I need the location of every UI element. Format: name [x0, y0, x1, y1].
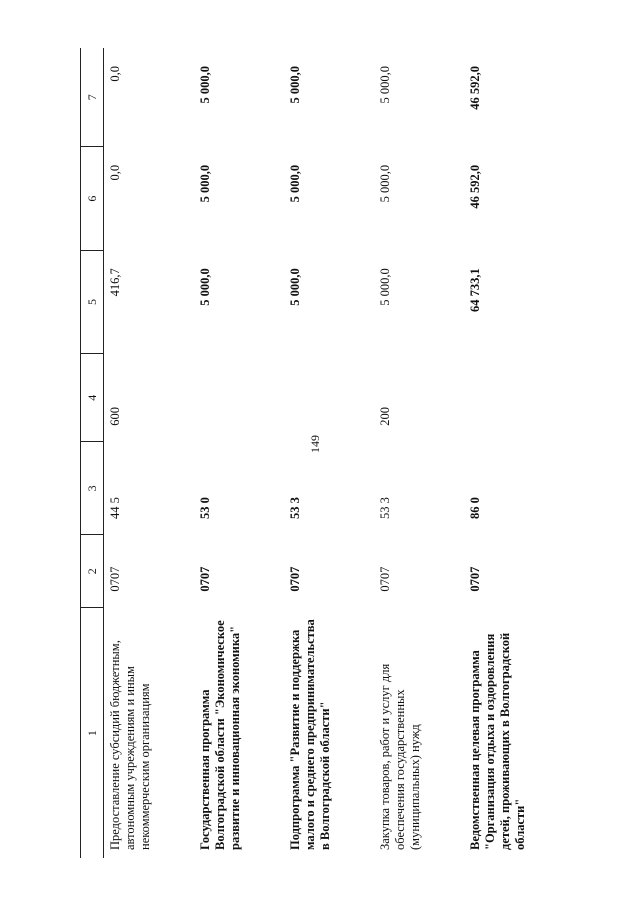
row-amount-col5: 5 000,0: [197, 268, 212, 306]
row-amount-col6: 5 000,0: [377, 164, 392, 203]
header-col-1: 1: [81, 608, 104, 858]
row-expense-type: [284, 354, 374, 442]
row-name: Предоставление субсидий бюджетным, автономным учреждениям и иным некоммерческим организациям: [108, 640, 152, 850]
row-target-code: 86 0: [467, 497, 482, 519]
row-amount-col5: 5 000,0: [287, 268, 302, 306]
row-section-code: 0707: [108, 566, 122, 592]
table-row: [284, 48, 374, 858]
row-target-code: 53 3: [287, 497, 302, 519]
row-section-code: 0707: [467, 566, 482, 592]
row-expense-type: [194, 354, 284, 442]
row-name: Ведомственная целевая программа "Организация отдыха и оздоровления детей, проживающих в Волгоградской области": [467, 632, 527, 850]
row-amount-col6: 5 000,0: [287, 164, 302, 203]
table-row: [194, 48, 284, 858]
header-col-6: 6: [81, 147, 104, 250]
row-amount-col7: 5 000,0: [197, 66, 212, 104]
row-amount-col7: 5 000,0: [377, 66, 392, 104]
row-expense-type: [464, 354, 554, 442]
row-amount-col7: 0,0: [108, 66, 122, 82]
row-amount-col5: 416,7: [108, 268, 122, 297]
rotated-table-container: [80, 48, 530, 858]
row-target-code: 44 5: [108, 497, 122, 519]
table-row: [464, 48, 554, 858]
row-section-code: 0707: [287, 566, 302, 592]
row-amount-col6: 46 592,0: [467, 164, 482, 209]
row-section-code: 0707: [377, 566, 392, 592]
table-row: [104, 48, 194, 858]
row-name: Закупка товаров, работ и услуг для обеспечения государственных (муниципальных) нужд: [377, 663, 422, 850]
row-amount-col5: 64 733,1: [467, 268, 482, 313]
row-name: Государственная программа Волгоградской области "Экономическое развитие и инновационная экономика": [197, 620, 242, 850]
row-amount-col6: 0,0: [108, 164, 122, 181]
row-section-code: 0707: [197, 566, 212, 592]
header-col-2: 2: [81, 535, 104, 608]
row-target-code: 53 0: [197, 497, 212, 519]
row-target-code: 53 3: [377, 497, 392, 519]
row-amount-col6: 5 000,0: [197, 164, 212, 203]
row-expense-type: 200: [377, 407, 392, 426]
table-row: [374, 48, 464, 858]
row-amount-col7: 46 592,0: [467, 66, 482, 110]
header-col-5: 5: [81, 250, 104, 353]
row-name: Подпрограмма "Развитие и поддержка малого и среднего предпринимательства в Волгоградской области": [287, 619, 332, 850]
budget-table: [80, 48, 554, 858]
row-amount-col7: 5 000,0: [287, 66, 302, 104]
header-row: [81, 48, 104, 858]
row-expense-type: 600: [108, 407, 122, 426]
row-amount-col5: 5 000,0: [377, 268, 392, 306]
header-col-4: 4: [81, 354, 104, 442]
header-col-7: 7: [81, 48, 104, 147]
page-number: 149: [308, 435, 322, 453]
header-col-3: 3: [81, 442, 104, 535]
